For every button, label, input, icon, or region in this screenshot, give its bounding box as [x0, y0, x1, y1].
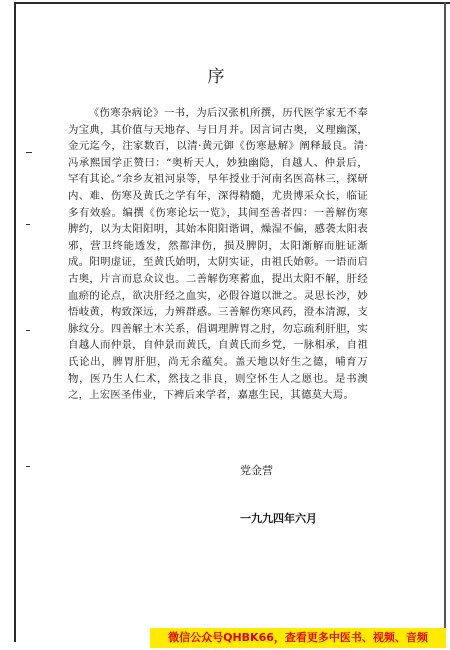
page-edge-top [14, 2, 450, 4]
watermark-banner: 微信公众号QHBK66，查看更多中医书、视频、音频 [150, 628, 446, 648]
page-title: 序 [207, 67, 229, 87]
margin-mark [26, 224, 30, 225]
author-signature: 党金营 [240, 464, 273, 477]
preface-paragraph: 《伤寒杂病论》一书，为后汉张机所撰，历代医学家无不奉为宝典，其价值与天地存、与日月并。因言词古奥，义理幽深，金元迄今，注家数百，以清·黄元御《伤寒悬解》阐释最良。清·冯承熙国学正赞曰：“奥析天人，妙独幽隐，自越人、仲景后，罕有其论。”余乡友祖河泉等，早年授业于河南名医高林三，探研内、难、伤寒及黄氏之学有年，深得精髓，尤贵博采众长，临证多有效验。编撰《伤寒论坛一览》，其间至善者四：一善解伤寒脾约，以为太阳阳明，其始本阳阳谐调，燥湿不偏，感袭太阳表邪，营卫终能透发，然都津伤，损及脾阴，太阳渐解而脏证渐成。阳明虚证，至黄氏始明，太阴实证，由祖氏始彰。一语而启古奥，片言而息众议也。二善解伤寒蓄血，提出太阳不解，肝经血瘀的论点，欲决肝经之血实，必假谷道以泄之。灵思长沙，妙悟岐黄，构致深远，力辨群惑。三善解伤寒风药，澄本清源，支脉纹分。四善解土木关系，倡调理脾胃之肘，勿忘疏利肝胆，实自越人而仲景，自仲景而黄氏，自黄氏而乡党，一脉相承，自祖氏论出，脾胃肝胆，尚无余蕴矣。盖天地以好生之德，哺育万物，医乃生人仁术，然技之非良，则空怀生人之愿也。是书澳之，上宏医圣伟业，下裨后来学者，嘉惠生民，其德莫大焉。 [68, 107, 368, 402]
document-body-area [68, 62, 368, 404]
preface-date: 一九九四年六月 [240, 512, 317, 525]
margin-mark [26, 152, 32, 153]
margin-mark [26, 466, 30, 467]
page-edge-right [444, 2, 446, 642]
margin-mark [26, 330, 30, 331]
page-edge-left [14, 2, 16, 642]
